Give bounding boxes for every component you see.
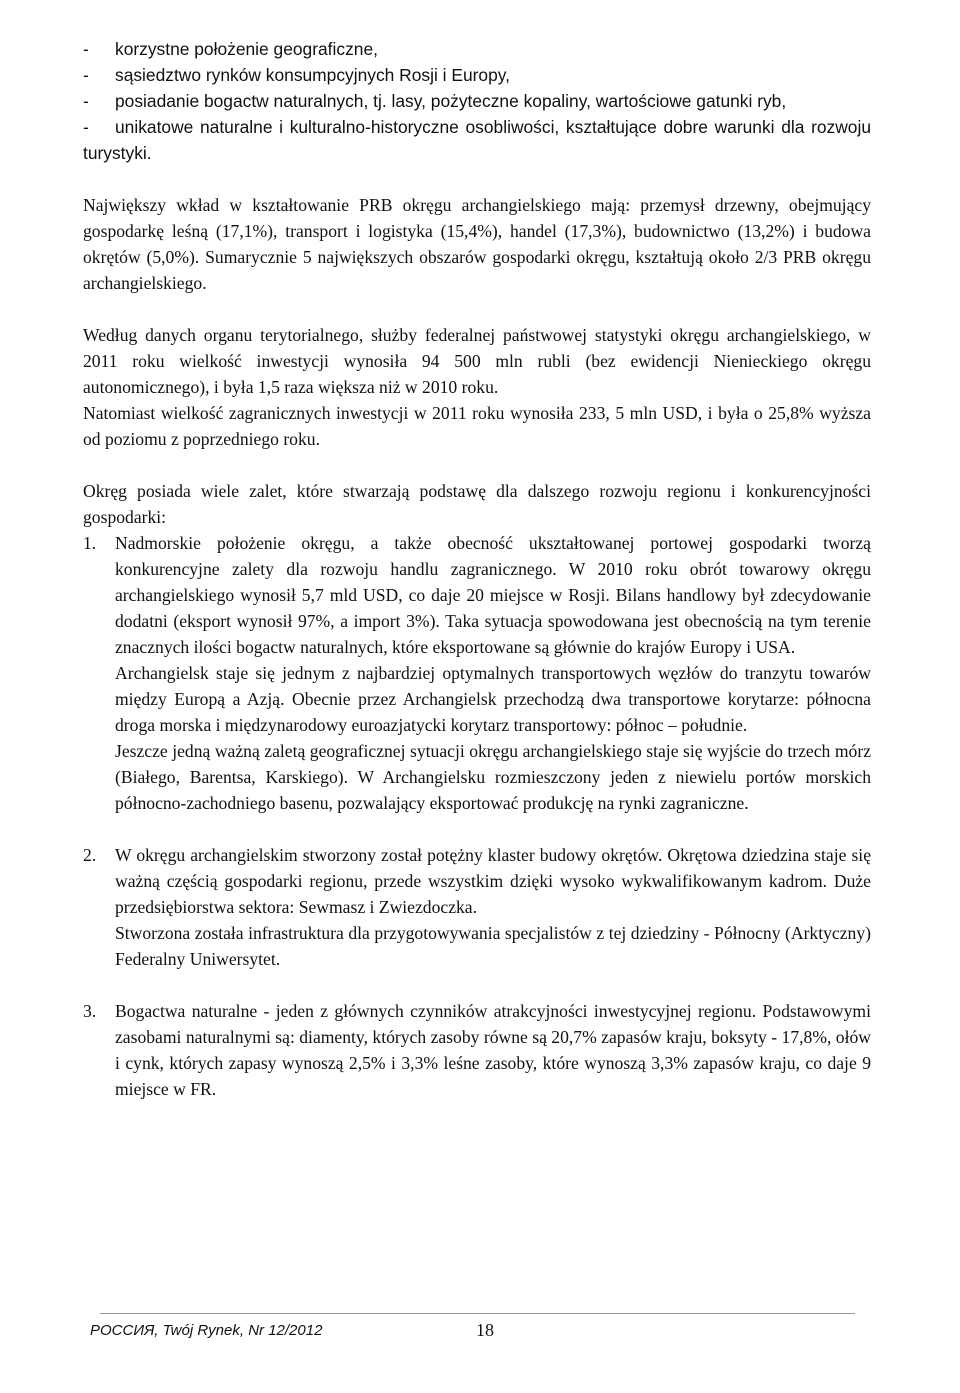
spacer bbox=[83, 816, 871, 842]
list-item bbox=[83, 88, 871, 114]
list-item bbox=[83, 114, 871, 166]
item-paragraph: Stworzona została infrastruktura dla przygotowywania specjalistów z tej dziedziny - Północny (Arktyczny) Federalny Uniwersytet. bbox=[115, 923, 871, 969]
list-item-text: posiadanie bogactw naturalnych, tj. lasy, pożyteczne kopaliny, wartościowe gatunki ryb, bbox=[115, 91, 787, 111]
list-item-text: sąsiedztwo rynków konsumpcyjnych Rosji i Europy, bbox=[115, 65, 510, 85]
item-number: 1. bbox=[83, 533, 97, 553]
advantages-list bbox=[83, 530, 871, 1102]
publication-name: РОССИЯ, Twój Rynek, Nr 12/2012 bbox=[90, 1322, 323, 1339]
item-paragraph: Archangielsk staje się jednym z najbardziej optymalnych transportowych węzłów do tranzytu towarów między Europą a Azją. Obecnie przez Archangielsk przechodzą dwa transportowe korytarze: północna droga morska i międzynarodowy euroazjatycki korytarz transportowy: północ – południe. bbox=[115, 663, 871, 735]
page-footer bbox=[90, 1322, 850, 1346]
dash-bullet: - bbox=[83, 91, 89, 111]
document-page bbox=[83, 36, 871, 1102]
spacer bbox=[83, 166, 871, 192]
item-number: 3. bbox=[83, 1001, 97, 1021]
spacer bbox=[83, 452, 871, 478]
numbered-item-body bbox=[115, 530, 871, 816]
list-item-text: unikatowe naturalne i kulturalno-historyczne osobliwości, kształtujące dobre warunki dla rozwoju turystyki. bbox=[83, 117, 871, 163]
item-paragraph: Jeszcze jedną ważną zaletą geograficznej sytuacji okręgu archangielskiego staje się wyjście do trzech mórz (Białego, Barentsa, Karskiego). W Archangielsku rozmieszczony jeden z niewielu portów morskich północno-zachodniego basenu, pozwalający eksportować produkcję na rynki zagraniczne. bbox=[115, 741, 871, 813]
item-number: 2. bbox=[83, 845, 97, 865]
numbered-item-body bbox=[115, 842, 871, 972]
item-paragraph: Bogactwa naturalne - jeden z głównych czynników atrakcyjności inwestycyjnej regionu. Podstawowymi zasobami naturalnymi są: diamenty, których zasoby równe są 20,7% zapasów kraju, boksyty - 17,8%, ołów i cynk, których zapasy wynoszą 2,5% i 3,3% leśne zasoby, które wynoszą 3,3% zapasów kraju, co daje 9 miejsce w FR. bbox=[115, 1001, 871, 1099]
paragraph-prb: Największy wkład w kształtowanie PRB okręgu archangielskiego mają: przemysł drzewny, obejmujący gospodarkę leśną (17,1%), transport i logistyka (15,4%), handel (17,3%), budownictwo (13,2%) i budowa okrętów (5,0%). Sumarycznie 5 największych obszarów gospodarki okręgu, kształtują około 2/3 PRB okręgu archangielskiego. bbox=[83, 195, 871, 293]
numbered-item bbox=[83, 530, 871, 816]
paragraph-advantages: Okręg posiada wiele zalet, które stwarzają podstawę dla dalszego rozwoju regionu i konkurencyjności gospodarki: bbox=[83, 481, 871, 527]
paragraph-foreign-investments: Natomiast wielkość zagranicznych inwestycji w 2011 roku wynosiła 233, 5 mln USD, i była o 25,8% wyższa od poziomu z poprzedniego roku. bbox=[83, 403, 871, 449]
list-item-text: korzystne położenie geograficzne, bbox=[115, 39, 378, 59]
footer-divider bbox=[100, 1313, 855, 1314]
numbered-item bbox=[83, 998, 871, 1102]
dash-bullet: - bbox=[83, 39, 89, 59]
item-paragraph: Nadmorskie położenie okręgu, a także obecność ukształtowanej portowej gospodarki tworzą konkurencyjne zalety dla rozwoju handlu zagranicznego. W 2010 roku obrót towarowy okręgu archangielskiego wynosił 5,7 mld USD, co daje 20 miejsce w Rosji. Bilans handlowy był zdecydowanie dodatni (eksport wynosił 97%, a import 3%). Taka sytuacja spowodowana jest obecnością na tym terenie znacznych ilości bogactw naturalnych, które eksportowane są głównie do krajów Europy i USA. bbox=[115, 533, 871, 657]
list-item bbox=[83, 36, 871, 62]
paragraph-investments: Według danych organu terytorialnego, służby federalnej państwowej statystyki okręgu archangielskiego, w 2011 roku wielkość inwestycji wynosiła 94 500 mln rubli (bez ewidencji Nienieckiego okręgu autonomicznego), i była 1,5 raza większa niż w 2010 roku. bbox=[83, 325, 871, 397]
numbered-item bbox=[83, 842, 871, 972]
spacer bbox=[83, 972, 871, 998]
dash-bullet: - bbox=[83, 65, 89, 85]
numbered-item-body bbox=[115, 998, 871, 1102]
spacer bbox=[83, 296, 871, 322]
page-number: 18 bbox=[476, 1320, 494, 1340]
intro-list bbox=[83, 36, 871, 166]
dash-bullet: - bbox=[83, 117, 89, 137]
list-item bbox=[83, 62, 871, 88]
item-paragraph: W okręgu archangielskim stworzony został potężny klaster budowy okrętów. Okrętowa dziedzina staje się ważną częścią gospodarki regionu, przede wszystkim dzięki wysoko wykwalifikowanym kadrom. Duże przedsiębiorstwa sektora: Sewmasz i Zwiezdoczka. bbox=[115, 845, 871, 917]
